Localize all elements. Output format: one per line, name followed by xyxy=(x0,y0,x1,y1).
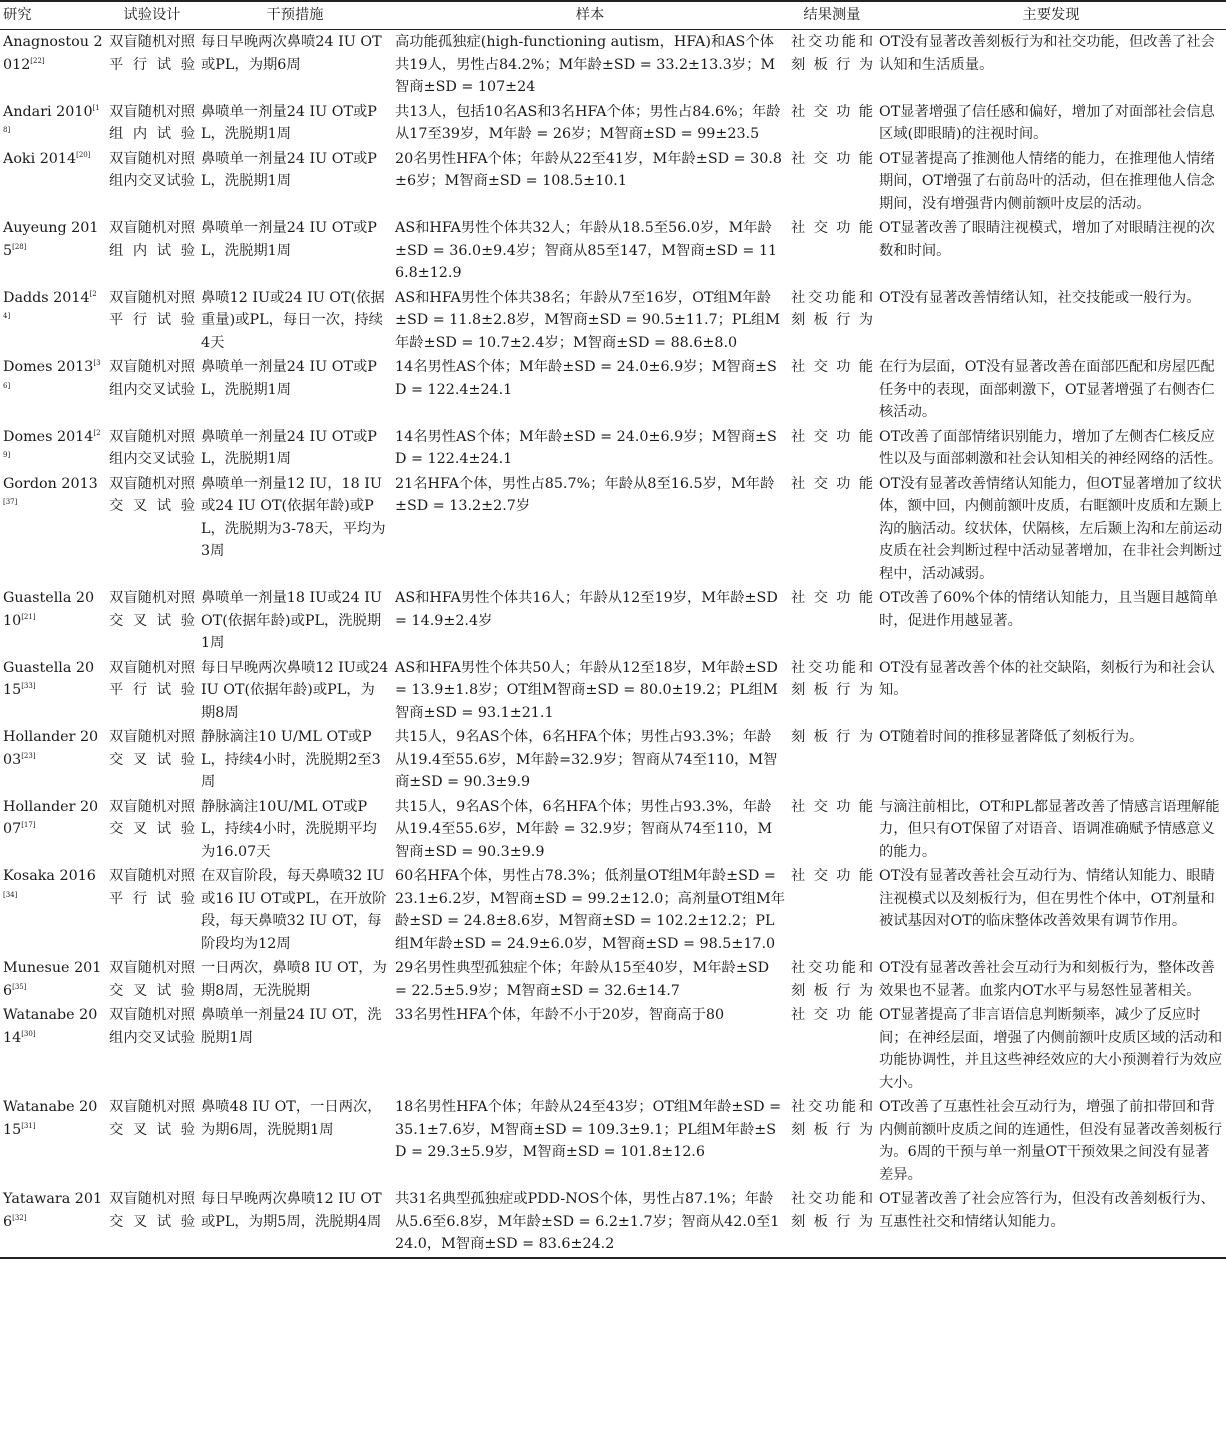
cell-sample xyxy=(392,864,788,956)
cell-design-text: 双盲随机对照组内试验 xyxy=(109,220,195,259)
cell-intervention xyxy=(198,795,392,865)
cell-measure xyxy=(788,286,876,356)
cell-design xyxy=(106,956,198,1003)
cell-design-text: 双盲随机对照组内交叉试验 xyxy=(109,428,195,467)
cell-measure-text: 社交功能和刻板行为 xyxy=(791,960,873,999)
cell-intervention-text: 在双盲阶段，每天鼻喷32 IU或16 IU OT或PL，在开放阶段，每天鼻喷32 IU OT，每阶段均为12周 xyxy=(201,868,387,952)
cell-intervention xyxy=(198,1095,392,1187)
cell-finding xyxy=(876,472,1226,587)
cell-intervention-text: 鼻喷单一剂量18 IU或24 IU OT(依据年龄)或PL，洗脱期1周 xyxy=(201,590,382,651)
cell-intervention xyxy=(198,100,392,147)
table-header xyxy=(0,1,1226,30)
citation-ref: [23] xyxy=(21,751,36,760)
cell-finding-text: OT没有显著改善个体的社交缺陷，刻板行为和社会认知。 xyxy=(879,659,1215,698)
cell-sample-text: 14名男性AS个体；M年龄±SD = 24.0±6.9岁；M智商±SD = 122.4±24.1 xyxy=(395,359,777,398)
cell-sample xyxy=(392,472,788,587)
cell-study xyxy=(0,425,106,472)
cell-design xyxy=(106,586,198,656)
header-row xyxy=(0,1,1226,30)
table-row xyxy=(0,216,1226,286)
cell-measure-text: 社交功能和刻板行为 xyxy=(791,1099,873,1138)
cell-study xyxy=(0,725,106,795)
header-intervention: 干预措施 xyxy=(266,7,324,24)
cell-sample xyxy=(392,147,788,217)
cell-measure xyxy=(788,864,876,956)
cell-design xyxy=(106,472,198,587)
cell-design-text: 双盲随机对照交叉试验 xyxy=(109,798,195,837)
cell-finding xyxy=(876,30,1226,100)
cell-study xyxy=(0,147,106,217)
cell-intervention-text: 每日早晚两次鼻喷12 IU或24 IU OT(依据年龄)或PL，为期8周 xyxy=(201,659,389,721)
cell-sample-text: 60名HFA个体，男性占78.3%；低剂量OT组M年龄±SD = 23.1±6.2岁，M智商±SD = 99.2±12.0；高剂量OT组M年龄±SD = 24.8±8.6岁，M智商±SD = 102.2±12.2；PL组M年龄±SD = 24.9±6.0岁，M智商±SD = 98.5±17.0 xyxy=(395,868,786,952)
cell-measure-text: 社交功能和刻板行为 xyxy=(791,34,873,73)
cell-design xyxy=(106,1003,198,1095)
cell-finding xyxy=(876,1003,1226,1095)
cell-study-text: Domes 2014 xyxy=(3,428,94,445)
cell-design xyxy=(106,1095,198,1187)
cell-design xyxy=(106,216,198,286)
cell-intervention-text: 鼻喷单一剂量24 IU OT或PL，洗脱期1周 xyxy=(201,103,377,142)
cell-design-text: 双盲随机对照交叉试验 xyxy=(109,1191,195,1230)
cell-intervention xyxy=(198,1187,392,1258)
table-body xyxy=(0,30,1226,1258)
cell-sample xyxy=(392,1095,788,1187)
cell-intervention-text: 鼻喷单一剂量24 IU OT或PL，洗脱期1周 xyxy=(201,359,377,398)
cell-finding xyxy=(876,1095,1226,1187)
cell-finding xyxy=(876,864,1226,956)
cell-sample xyxy=(392,1187,788,1258)
cell-sample xyxy=(392,725,788,795)
cell-measure-text: 社交功能和刻板行为 xyxy=(791,659,873,698)
citation-ref: [18] xyxy=(3,103,100,135)
cell-finding xyxy=(876,956,1226,1003)
cell-finding xyxy=(876,425,1226,472)
cell-sample xyxy=(392,795,788,865)
cell-study xyxy=(0,30,106,100)
table-row xyxy=(0,472,1226,587)
cell-study-text: Gordon 2013 xyxy=(3,475,98,492)
cell-sample-text: AS和HFA男性个体共32人；年龄从18.5至56.0岁，M年龄±SD = 36.0±9.4岁；智商从85至147，M智商±SD = 116.8±12.9 xyxy=(395,220,778,281)
cell-study xyxy=(0,355,106,425)
cell-sample xyxy=(392,355,788,425)
cell-intervention xyxy=(198,1003,392,1095)
cell-design xyxy=(106,30,198,100)
cell-finding-text: OT没有显著改善社会互动行为、情绪认知能力、眼睛注视模式以及刻板行为，但在男性个体中，OT剂量和被试基因对OT的临床整体改善效果有调节作用。 xyxy=(879,868,1215,929)
cell-study-text: Anagnostou 2012 xyxy=(3,34,103,73)
cell-study xyxy=(0,1095,106,1187)
cell-intervention-text: 鼻喷单一剂量24 IU OT或PL，洗脱期1周 xyxy=(201,220,377,259)
cell-study-text: Dadds 2014 xyxy=(3,289,90,306)
cell-intervention-text: 一日两次，鼻喷8 IU OT，为期8周，无洗脱期 xyxy=(201,960,387,999)
citation-ref: [37] xyxy=(3,498,18,507)
cell-sample xyxy=(392,100,788,147)
table-row xyxy=(0,1095,1226,1187)
cell-measure-text: 社交功能 xyxy=(791,150,873,167)
cell-finding xyxy=(876,586,1226,656)
cell-study xyxy=(0,472,106,587)
cell-intervention xyxy=(198,216,392,286)
cell-study xyxy=(0,864,106,956)
cell-finding-text: OT改善了60%个体的情绪认知能力，且当题目越简单时，促进作用越显著。 xyxy=(879,590,1218,629)
cell-finding-text: OT显著改善了眼睛注视模式，增加了对眼睛注视的次数和时间。 xyxy=(879,220,1215,259)
cell-study-text: Guastella 2015 xyxy=(3,659,95,698)
table-row xyxy=(0,30,1226,100)
cell-measure xyxy=(788,795,876,865)
cell-finding-text: 在行为层面，OT没有显著改善在面部匹配和房屋匹配任务中的表现，面部刺激下，OT显著增强了右侧杏仁核活动。 xyxy=(879,359,1215,420)
cell-design xyxy=(106,864,198,956)
table-row xyxy=(0,355,1226,425)
cell-measure xyxy=(788,216,876,286)
citation-ref: [22] xyxy=(30,56,45,65)
cell-sample xyxy=(392,956,788,1003)
cell-finding-text: OT显著提高了推测他人情绪的能力，在推理他人情绪期间，OT增强了右前岛叶的活动，但在推理他人信念期间，没有增强背内侧前额叶皮层的活动。 xyxy=(879,150,1215,212)
cell-finding-text: OT没有显著改善社会互动行为和刻板行为，整体改善效果也不显著。血浆内OT水平与易怒性显著相关。 xyxy=(879,960,1215,999)
cell-measure-text: 社交功能和刻板行为 xyxy=(791,1191,873,1230)
header-design: 试验设计 xyxy=(123,7,181,24)
cell-study xyxy=(0,956,106,1003)
cell-sample-text: AS和HFA男性个体共16人；年龄从12至19岁，M年龄±SD = 14.9±2.4岁 xyxy=(395,590,778,629)
cell-intervention-text: 静脉滴注10U/ML OT或PL，持续4小时，洗脱期平均为16.07天 xyxy=(201,798,377,860)
cell-intervention xyxy=(198,725,392,795)
cell-finding xyxy=(876,725,1226,795)
citation-ref: [20] xyxy=(76,150,91,159)
cell-study xyxy=(0,656,106,726)
cell-finding-text: OT没有显著改善情绪认知能力，但OT显著增加了纹状体，额中回，内侧前额叶皮质，右眶额叶皮质和左颞上沟的脑活动。纹状体，伏隔核，左后颞上沟和左前运动皮质在社会判断过程中活动显著增加，在非社会判断过程中，活动减弱。 xyxy=(879,475,1223,582)
cell-finding xyxy=(876,216,1226,286)
cell-measure xyxy=(788,1187,876,1258)
cell-sample xyxy=(392,425,788,472)
cell-study xyxy=(0,586,106,656)
cell-study xyxy=(0,1187,106,1258)
table-row xyxy=(0,795,1226,865)
cell-measure-text: 社交功能 xyxy=(791,359,873,375)
cell-intervention xyxy=(198,355,392,425)
cell-sample-text: 共15人，9名AS个体，6名HFA个体；男性占93.3%；年龄从19.4至55.6岁，M年龄=32.9岁；智商从74至110，M智商±SD = 90.3±9.9 xyxy=(395,729,778,790)
cell-finding xyxy=(876,355,1226,425)
cell-measure xyxy=(788,355,876,425)
cell-sample xyxy=(392,30,788,100)
cell-design-text: 双盲随机对照组内交叉试验 xyxy=(109,359,195,398)
cell-sample-text: 共31名典型孤独症或PDD-NOS个体，男性占87.1%；年龄从5.6至6.8岁，M年龄±SD = 6.2±1.7岁；智商从42.0至124.0，M智商±SD = 83.6±24.2 xyxy=(395,1191,780,1252)
cell-intervention xyxy=(198,425,392,472)
cell-design xyxy=(106,725,198,795)
cell-measure-text: 社交功能 xyxy=(791,103,873,120)
cell-finding xyxy=(876,100,1226,147)
table-row xyxy=(0,725,1226,795)
cell-sample-text: AS和HFA男性个体共38名；年龄从7至16岁，OT组M年龄±SD = 11.8±2.8岁，M智商±SD = 90.5±11.7；PL组M年龄±SD = 10.7±2.4岁；M智商±SD = 88.6±8.0 xyxy=(395,289,780,351)
cell-measure xyxy=(788,147,876,217)
citation-ref: [29] xyxy=(3,428,101,460)
cell-study-text: Watanabe 2014 xyxy=(3,1007,98,1046)
cell-finding-text: OT改善了互惠性社会互动行为，增强了前扣带回和背内侧前额叶皮质之间的连通性，但没有显著改善刻板行为。6周的干预与单一剂量OT干预效果之间没有显著差异。 xyxy=(879,1099,1223,1183)
cell-sample-text: 29名男性典型孤独症个体；年龄从15至40岁，M年龄±SD = 22.5±5.9岁；M智商±SD = 32.6±14.7 xyxy=(395,960,770,999)
cell-intervention xyxy=(198,956,392,1003)
cell-design-text: 双盲随机对照交叉试验 xyxy=(109,960,195,999)
cell-measure-text: 社交功能 xyxy=(791,220,873,236)
cell-intervention-text: 鼻喷单一剂量24 IU OT或PL，洗脱期1周 xyxy=(201,150,377,189)
cell-measure xyxy=(788,472,876,587)
table-row xyxy=(0,1187,1226,1258)
table-row xyxy=(0,656,1226,726)
cell-measure-text: 社交功能 xyxy=(791,475,873,492)
cell-measure xyxy=(788,725,876,795)
cell-intervention-text: 鼻喷单一剂量24 IU OT，洗脱期1周 xyxy=(201,1007,382,1046)
cell-measure-text: 社交功能和刻板行为 xyxy=(791,289,873,328)
citation-ref: [31] xyxy=(21,1121,36,1130)
table-row xyxy=(0,586,1226,656)
cell-measure xyxy=(788,586,876,656)
table-row xyxy=(0,286,1226,356)
citation-ref: [36] xyxy=(3,359,101,390)
cell-design-text: 双盲随机对照交叉试验 xyxy=(109,729,195,768)
cell-design-text: 双盲随机对照平行试验 xyxy=(109,289,195,328)
cell-measure xyxy=(788,100,876,147)
cell-design-text: 双盲随机对照组内交叉试验 xyxy=(109,1007,195,1046)
cell-study xyxy=(0,216,106,286)
cell-measure xyxy=(788,956,876,1003)
cell-study-text: Watanabe 2015 xyxy=(3,1099,98,1138)
cell-measure-text: 社交功能 xyxy=(791,798,873,815)
cell-intervention-text: 鼻喷单一剂量24 IU OT或PL，洗脱期1周 xyxy=(201,428,377,467)
cell-sample xyxy=(392,216,788,286)
cell-finding xyxy=(876,656,1226,726)
table-row xyxy=(0,100,1226,147)
cell-intervention-text: 每日早晚两次鼻喷24 IU OT或PL，为期6周 xyxy=(201,34,382,73)
cell-finding-text: OT显著增强了信任感和偏好，增加了对面部社会信息区域(即眼睛)的注视时间。 xyxy=(879,103,1215,142)
citation-ref: [33] xyxy=(21,682,36,691)
cell-sample-text: 21名HFA个体，男性占85.7%；年龄从8至16.5岁，M年龄±SD = 13.2±2.7岁 xyxy=(395,475,775,514)
cell-study-text: Andari 2010 xyxy=(3,103,93,120)
cell-study-text: Hollander 2007 xyxy=(3,798,99,837)
citation-ref: [35] xyxy=(12,982,27,991)
cell-study xyxy=(0,1003,106,1095)
cell-study xyxy=(0,286,106,356)
cell-study-text: Domes 2013 xyxy=(3,359,94,375)
cell-intervention xyxy=(198,30,392,100)
cell-measure-text: 刻板行为 xyxy=(791,729,873,745)
cell-study-text: Yatawara 2016 xyxy=(3,1191,103,1230)
cell-sample-text: 高功能孤独症(high-functioning autism，HFA)和AS个体共19人，男性占84.2%；M年龄±SD = 33.2±13.3岁；M智商±SD = 107±24 xyxy=(395,34,776,95)
cell-sample-text: AS和HFA男性个体共50人；年龄从12至18岁，M年龄±SD = 13.9±1.8岁；OT组M智商±SD = 80.0±19.2；PL组M智商±SD = 93.1±21.1 xyxy=(395,659,778,721)
cell-design-text: 双盲随机对照交叉试验 xyxy=(109,475,195,514)
cell-study-text: Kosaka 2016 xyxy=(3,868,96,884)
cell-design xyxy=(106,656,198,726)
cell-intervention xyxy=(198,472,392,587)
cell-sample-text: 共13人，包括10名AS和3名HFA个体；男性占84.6%；年龄从17至39岁，M年龄 = 26岁；M智商±SD = 99±23.5 xyxy=(395,103,781,142)
cell-design-text: 双盲随机对照组内试验 xyxy=(109,103,195,142)
cell-intervention xyxy=(198,586,392,656)
cell-intervention xyxy=(198,286,392,356)
cell-study xyxy=(0,100,106,147)
cell-sample-text: 20名男性HFA个体；年龄从22至41岁，M年龄±SD = 30.8±6岁；M智商±SD = 108.5±10.1 xyxy=(395,150,782,189)
cell-finding-text: OT显著改善了社会应答行为，但没有改善刻板行为、互惠性社交和情绪认知能力。 xyxy=(879,1191,1215,1230)
cell-measure-text: 社交功能 xyxy=(791,590,873,606)
cell-design xyxy=(106,286,198,356)
cell-finding-text: OT显著提高了非言语信息判断频率，减少了反应时间；在神经层面，增强了内侧前额叶皮质区域的活动和功能协调性，并且这些神经效应的大小预测着行为效应大小。 xyxy=(879,1007,1223,1091)
cell-study-text: Auyeung 2015 xyxy=(3,220,99,259)
header-measure: 结果测量 xyxy=(803,7,861,24)
cell-intervention-text: 每日早晚两次鼻喷12 IU OT或PL，为期5周，洗脱期4周 xyxy=(201,1191,382,1230)
citation-ref: [32] xyxy=(12,1213,27,1222)
cell-finding-text: OT没有显著改善刻板行为和社交功能，但改善了社会认知和生活质量。 xyxy=(879,34,1215,73)
cell-sample xyxy=(392,586,788,656)
cell-sample-text: 18名男性HFA个体；年龄从24至43岁；OT组M年龄±SD = 35.1±7.6岁，M智商±SD = 109.3±9.1；PL组M年龄±SD = 29.3±5.9岁，M智商±SD = 101.8±12.6 xyxy=(395,1099,782,1160)
cell-intervention-text: 鼻喷单一剂量12 IU，18 IU或24 IU OT(依据年龄)或PL，洗脱期为3-78天，平均为3周 xyxy=(201,475,386,559)
cell-measure-text: 社交功能 xyxy=(791,868,873,884)
cell-measure-text: 社交功能 xyxy=(791,428,873,445)
cell-measure xyxy=(788,425,876,472)
cell-finding-text: 与滴注前相比，OT和PL都显著改善了情感言语理解能力，但只有OT保留了对语音、语调准确赋予情感意义的能力。 xyxy=(879,798,1220,860)
citation-ref: [34] xyxy=(3,890,18,899)
cell-design xyxy=(106,1187,198,1258)
cell-intervention xyxy=(198,656,392,726)
cell-study-text: Guastella 2010 xyxy=(3,590,95,629)
cell-study-text: Hollander 2003 xyxy=(3,729,99,768)
table-row xyxy=(0,1003,1226,1095)
cell-finding-text: OT没有显著改善情绪认知，社交技能或一般行为。 xyxy=(879,289,1201,306)
cell-design-text: 双盲随机对照平行试验 xyxy=(109,34,195,73)
cell-finding-text: OT随着时间的推移显著降低了刻板行为。 xyxy=(879,729,1144,745)
cell-finding xyxy=(876,147,1226,217)
citation-ref: [17] xyxy=(21,821,36,830)
cell-design xyxy=(106,795,198,865)
table-row xyxy=(0,147,1226,217)
citation-ref: [28] xyxy=(12,242,27,251)
cell-intervention-text: 静脉滴注10 U/ML OT或PL，持续4小时，洗脱期2至3周 xyxy=(201,729,381,790)
cell-measure xyxy=(788,656,876,726)
cell-study xyxy=(0,795,106,865)
cell-design-text: 双盲随机对照平行试验 xyxy=(109,659,195,698)
header-study: 研究 xyxy=(3,7,32,24)
cell-intervention-text: 鼻喷48 IU OT，一日两次，为期6周，洗脱期1周 xyxy=(201,1099,382,1138)
cell-finding xyxy=(876,286,1226,356)
header-finding: 主要发现 xyxy=(1022,7,1080,24)
cell-design xyxy=(106,425,198,472)
cell-finding-text: OT改善了面部情绪识别能力，增加了左侧杏仁核反应性以及与面部刺激和社会认知相关的神经网络的活性。 xyxy=(879,428,1223,467)
cell-sample-text: 共15人，9名AS个体，6名HFA个体；男性占93.3%，年龄从19.4至55.6岁，M年龄 = 32.9岁；智商从74至110，M智商±SD = 90.3±9.9 xyxy=(395,798,773,860)
cell-finding xyxy=(876,1187,1226,1258)
header-sample: 样本 xyxy=(575,7,605,24)
citation-ref: [21] xyxy=(21,612,36,621)
table-row xyxy=(0,864,1226,956)
cell-measure xyxy=(788,1095,876,1187)
cell-intervention xyxy=(198,147,392,217)
cell-design-text: 双盲随机对照组内交叉试验 xyxy=(109,150,195,189)
cell-intervention xyxy=(198,864,392,956)
cell-sample-text: 14名男性AS个体；M年龄±SD = 24.0±6.9岁；M智商±SD = 122.4±24.1 xyxy=(395,428,777,467)
cell-design-text: 双盲随机对照交叉试验 xyxy=(109,590,195,629)
cell-sample-text: 33名男性HFA个体，年龄不小于20岁，智商高于80 xyxy=(395,1007,725,1023)
cell-design-text: 双盲随机对照平行试验 xyxy=(109,868,195,907)
cell-design xyxy=(106,355,198,425)
cell-intervention-text: 鼻喷12 IU或24 IU OT(依据重量)或PL，每日一次，持续4天 xyxy=(201,289,385,351)
cell-sample xyxy=(392,656,788,726)
cell-measure-text: 社交功能 xyxy=(791,1007,873,1023)
cell-design xyxy=(106,100,198,147)
cell-design xyxy=(106,147,198,217)
cell-study-text: Munesue 2016 xyxy=(3,960,102,999)
citation-ref: [30] xyxy=(21,1029,36,1038)
cell-measure xyxy=(788,1003,876,1095)
cell-study-text: Aoki 2014 xyxy=(3,150,77,167)
cell-finding xyxy=(876,795,1226,865)
cell-measure xyxy=(788,30,876,100)
cell-design-text: 双盲随机对照交叉试验 xyxy=(109,1099,195,1138)
table-row xyxy=(0,956,1226,1003)
cell-sample xyxy=(392,286,788,356)
cell-sample xyxy=(392,1003,788,1095)
citation-ref: [24] xyxy=(3,289,97,321)
table-row xyxy=(0,425,1226,472)
